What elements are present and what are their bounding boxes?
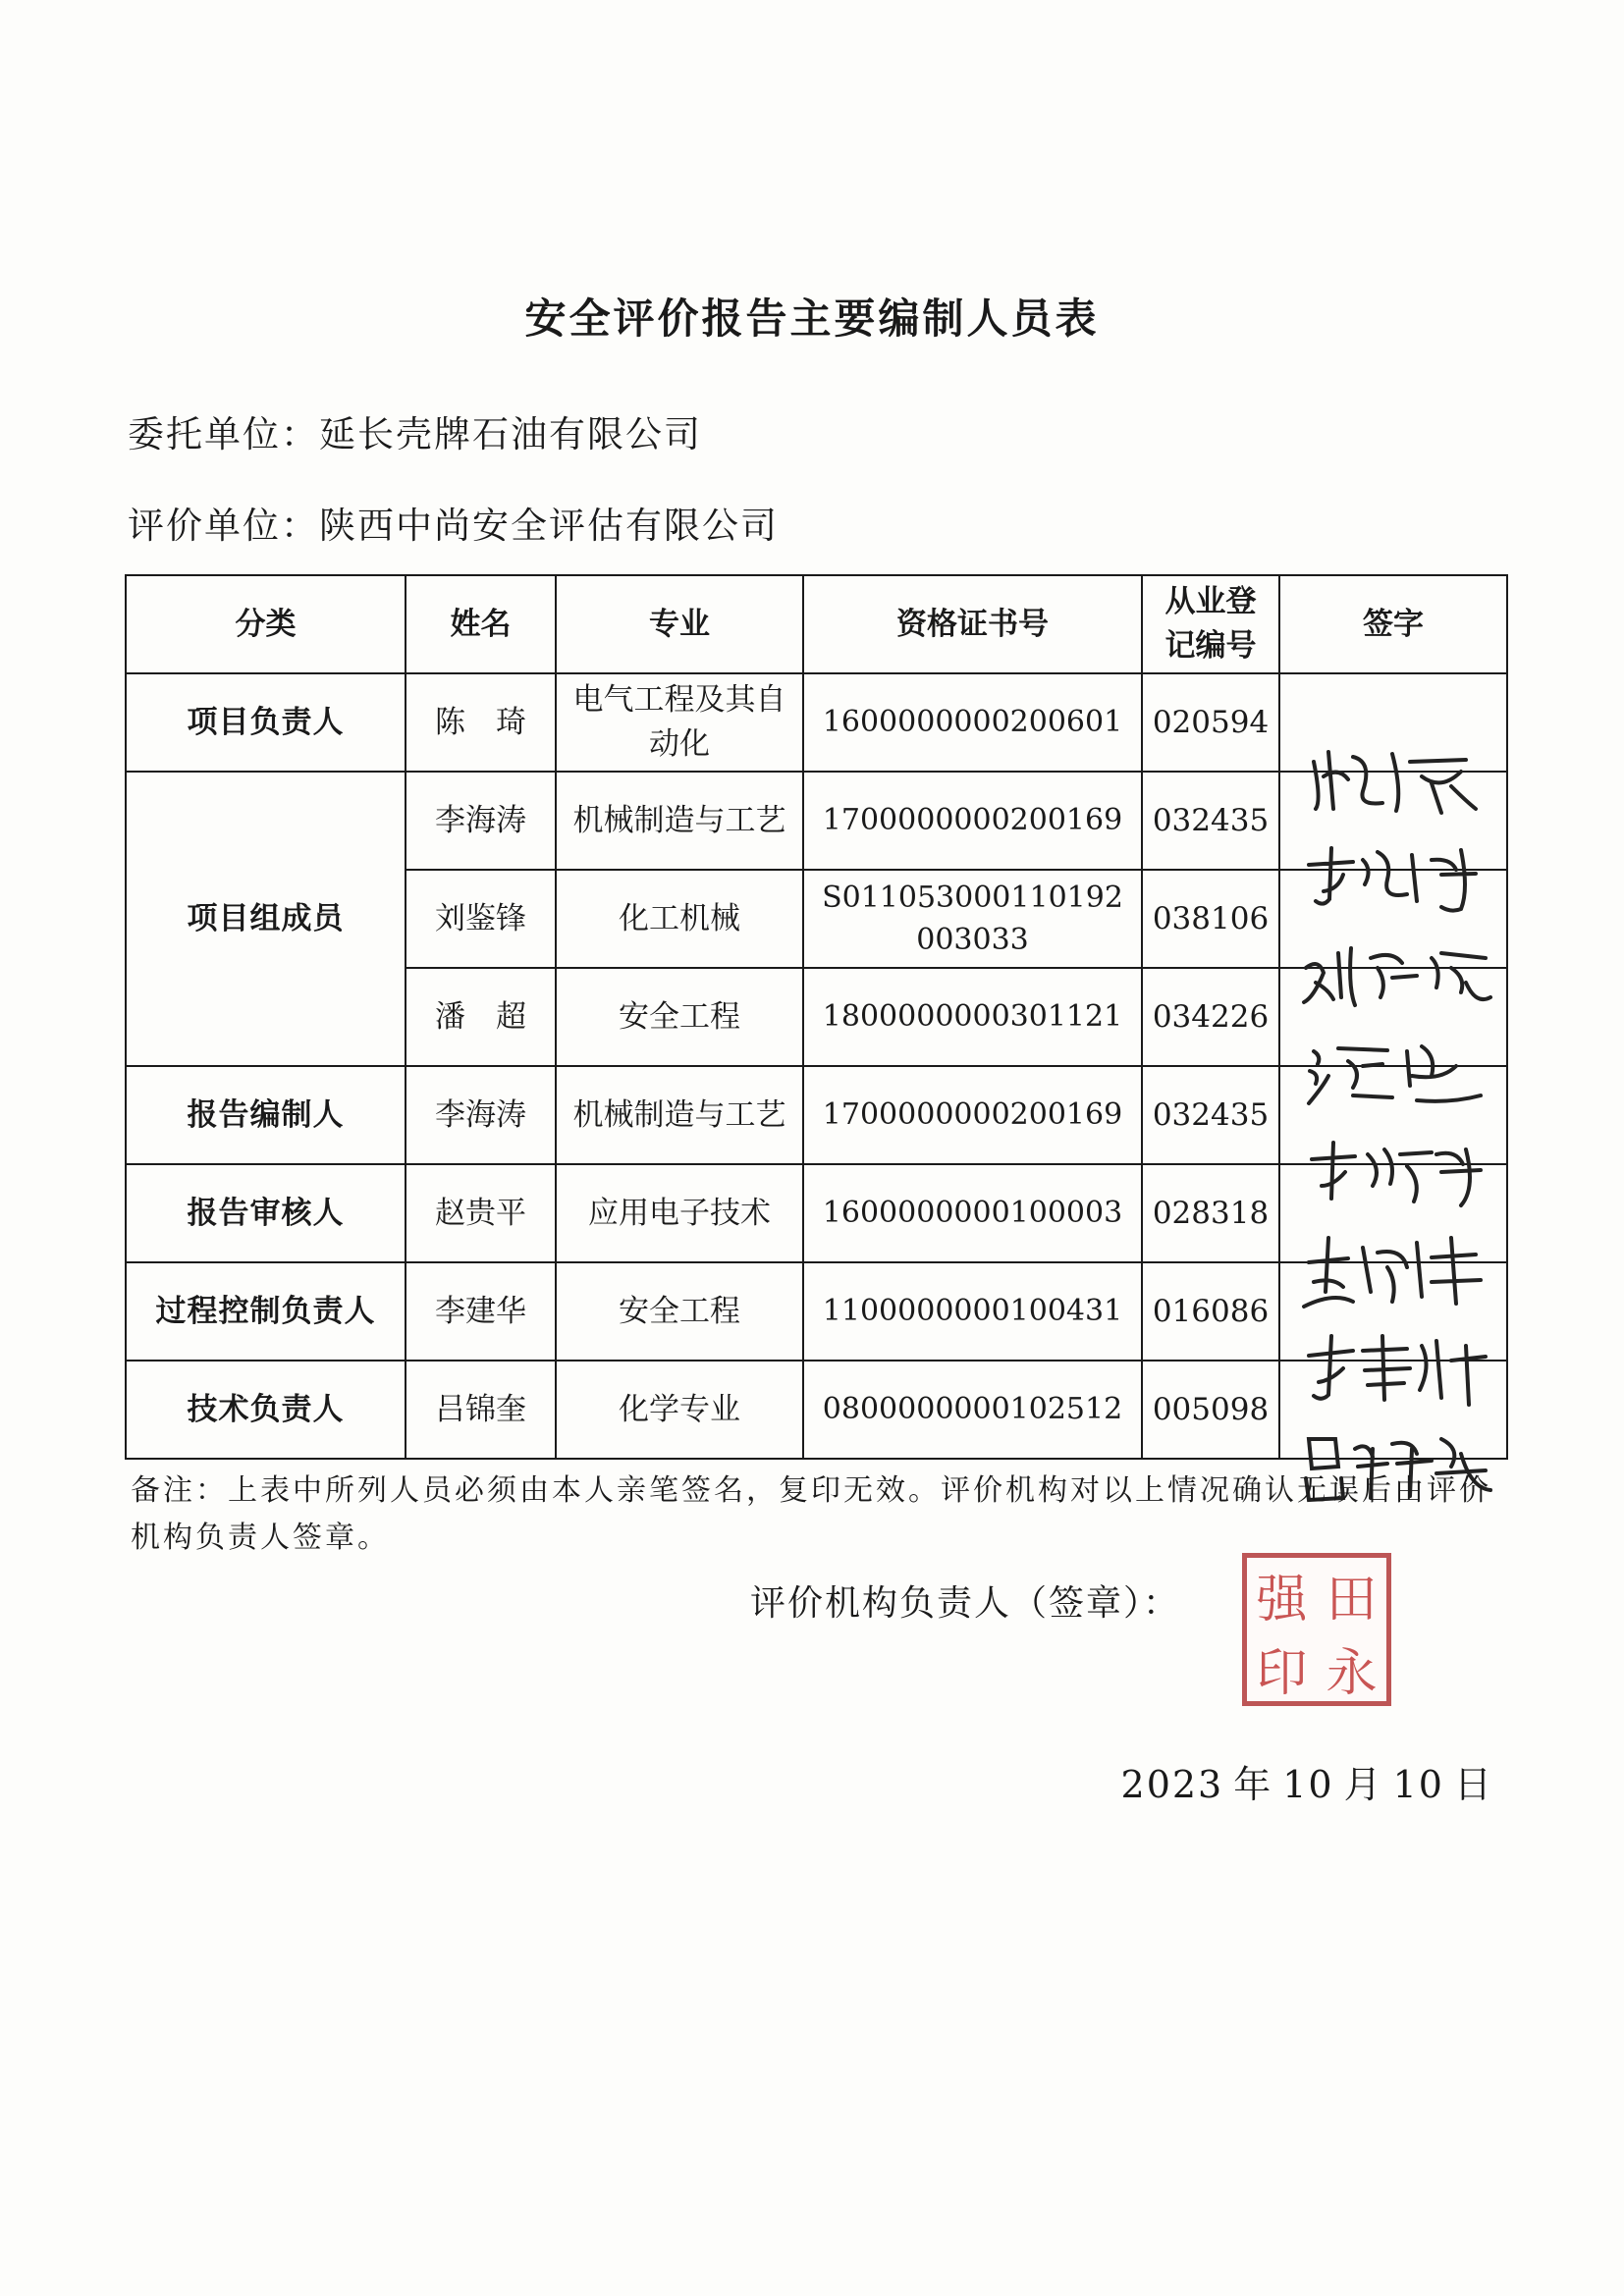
cell-major: 安全工程	[556, 1262, 803, 1361]
table-row	[126, 673, 1507, 772]
date-year: 2023	[1120, 1763, 1224, 1806]
date-year-unit: 年	[1233, 1763, 1273, 1806]
header-category: 分类	[126, 575, 406, 673]
client-value: 延长壳牌石油有限公司	[319, 413, 702, 455]
handwritten-signature	[1294, 1321, 1500, 1410]
cell-category: 报告审核人	[126, 1164, 406, 1262]
cell-cert	[803, 870, 1142, 968]
evaluator-label: 评价单位：	[128, 505, 319, 547]
cell-cert: 1600000000100003	[803, 1164, 1142, 1262]
official-seal	[1242, 1553, 1391, 1706]
date-day-unit: 日	[1453, 1763, 1493, 1806]
cell-name: 吕锦奎	[406, 1361, 556, 1459]
table-header-row	[126, 575, 1507, 673]
header-major: 专业	[556, 575, 803, 673]
cell-reg: 020594	[1142, 673, 1279, 772]
cell-major	[556, 673, 803, 772]
cell-cert: 1100000000100431	[803, 1262, 1142, 1361]
cell-reg: 005098	[1142, 1361, 1279, 1459]
chief-signature-label: 评价机构负责人（签章）：	[750, 1583, 1181, 1624]
cell-cert: 1700000000200169	[803, 772, 1142, 870]
cell-signature	[1279, 673, 1507, 772]
cell-category: 报告编制人	[126, 1066, 406, 1164]
footnote: 备注：上表中所列人员必须由本人亲笔签名，复印无效。评价机构对以上情况确认无误后由评价机构负责人签章。	[131, 1473, 1491, 1555]
evaluator-line	[128, 496, 779, 549]
client-label: 委托单位：	[128, 413, 319, 455]
cell-major-text: 电气工程及其自动化	[572, 682, 786, 762]
cell-major	[556, 1066, 803, 1164]
cell-reg: 034226	[1142, 968, 1279, 1066]
handwritten-signature	[1294, 1223, 1500, 1311]
cell-name: 赵贵平	[406, 1164, 556, 1262]
cell-name: 李海涛	[406, 772, 556, 870]
cell-major	[556, 772, 803, 870]
staff-table	[125, 574, 1508, 1460]
header-reg	[1142, 575, 1279, 673]
signing-date	[1111, 1754, 1493, 1808]
cell-major: 应用电子技术	[556, 1164, 803, 1262]
cell-cert: 1600000000200601	[803, 673, 1142, 772]
date-day: 10	[1392, 1763, 1444, 1806]
handwritten-signature	[1294, 929, 1500, 1017]
cell-reg: 028318	[1142, 1164, 1279, 1262]
header-sign: 签字	[1279, 575, 1507, 673]
cell-major: 化工机械	[556, 870, 803, 968]
cell-cert: 0800000000102512	[803, 1361, 1142, 1459]
cell-category: 项目负责人	[126, 673, 406, 772]
cell-reg: 016086	[1142, 1262, 1279, 1361]
header-cert: 资格证书号	[803, 575, 1142, 673]
header-name: 姓名	[406, 575, 556, 673]
seal-char: 田	[1326, 1571, 1378, 1629]
seal-char: 强	[1256, 1571, 1308, 1629]
cell-name: 潘 超	[406, 968, 556, 1066]
cell-category: 过程控制负责人	[126, 1262, 406, 1361]
handwritten-signature	[1294, 732, 1500, 821]
cell-cert: 1800000000301121	[803, 968, 1142, 1066]
evaluator-value: 陕西中尚安全评估有限公司	[319, 505, 779, 547]
cell-name: 刘鉴锋	[406, 870, 556, 968]
date-month: 10	[1282, 1763, 1334, 1806]
seal-char: 印	[1256, 1644, 1308, 1703]
date-month-unit: 月	[1343, 1763, 1383, 1806]
cell-cert: 1700000000200169	[803, 1066, 1142, 1164]
seal-char: 永	[1326, 1644, 1378, 1703]
cell-name: 陈 琦	[406, 673, 556, 772]
header-reg-label: 从业登记编号	[1164, 584, 1257, 664]
handwritten-signature	[1294, 1027, 1500, 1115]
cell-reg: 032435	[1142, 772, 1279, 870]
client-line	[128, 404, 702, 457]
cell-major: 化学专业	[556, 1361, 803, 1459]
cell-category: 技术负责人	[126, 1361, 406, 1459]
cell-major-text: 机械制造与工艺	[572, 802, 786, 838]
cell-reg: 032435	[1142, 1066, 1279, 1164]
cell-category: 项目组成员	[126, 772, 406, 1066]
page-title: 安全评价报告主要编制人员表	[524, 294, 1100, 343]
cell-name: 李海涛	[406, 1066, 556, 1164]
cell-reg: 038106	[1142, 870, 1279, 968]
handwritten-signature	[1294, 1125, 1500, 1213]
cell-name: 李建华	[406, 1262, 556, 1361]
cell-major: 安全工程	[556, 968, 803, 1066]
cell-cert-text: S011053000110192003033	[822, 880, 1123, 957]
handwritten-signature	[1294, 830, 1500, 919]
cell-major-text: 机械制造与工艺	[572, 1096, 786, 1133]
